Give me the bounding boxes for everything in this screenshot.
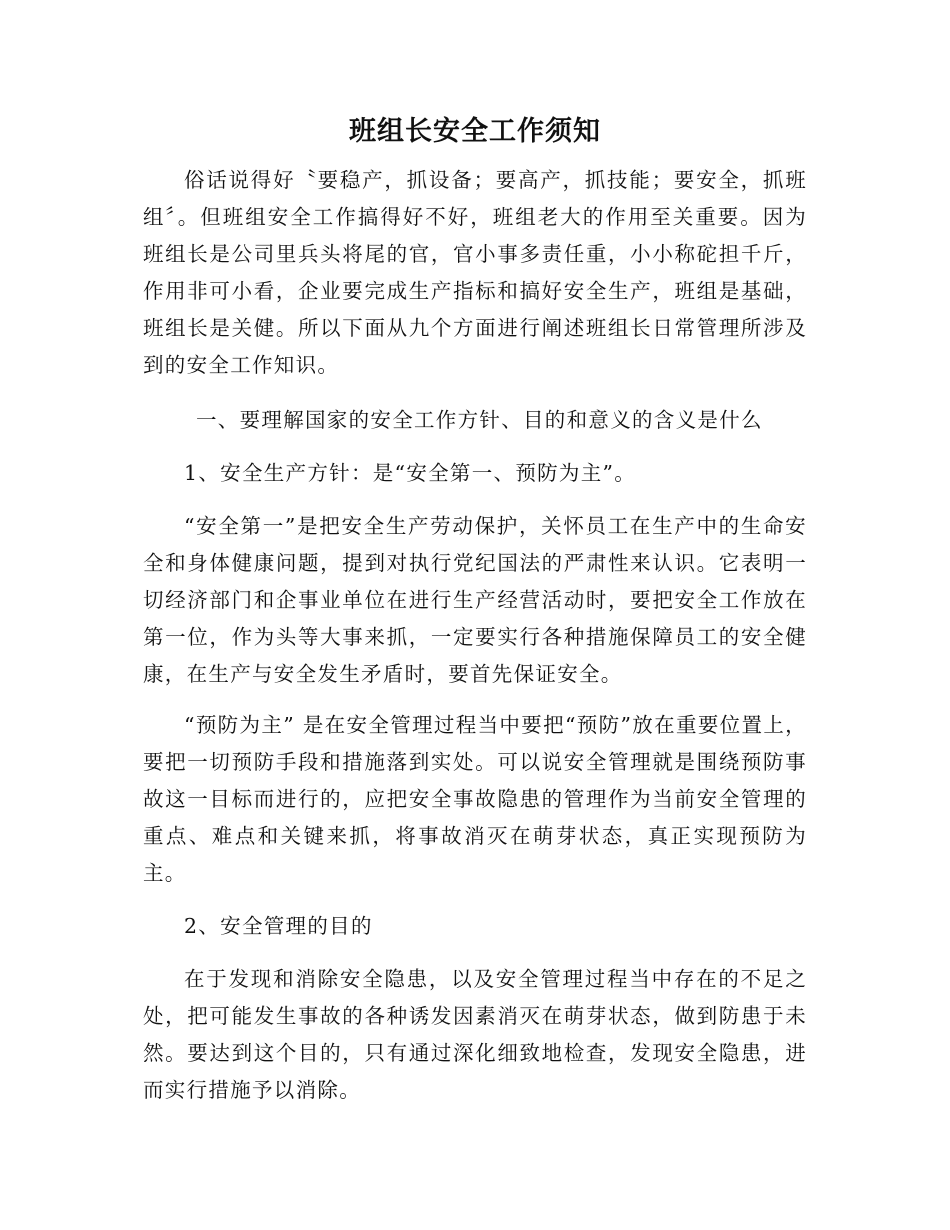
intro-paragraph: 俗话说得好〝要稳产，抓设备；要高产，抓技能；要安全，抓班组〞。但班组安全工作搞得好不好，班组老大的作用至关重要。因为班组长是公司里兵头将尾的官，官小事多责任重，小小称砣担千斤，作用非可小看，企业要完成生产指标和搞好安全生产，班组是基础，班组长是关健。所以下面从九个方面进行阐述班组长日常管理所涉及到的安全工作知识。 — [143, 168, 807, 377]
paragraph-safety-first: “安全第一”是把安全生产劳动保护，关怀员工在生产中的生命安全和身体健康问题，提到对执行党纪国法的严肃性来认识。它表明一切经济部门和企事业单位在进行生产经营活动时，要把安全工作放在第一位，作为头等大事来抓，一定要实行各种措施保障员工的安全健康，在生产与安全发生矛盾时，要首先保证安全。 — [143, 514, 807, 686]
item-heading-2: 2、安全管理的目的 — [184, 914, 373, 938]
item-heading-1: 1、安全生产方针：是“安全第一、预防为主”。 — [184, 461, 637, 485]
paragraph-prevention: “预防为主” 是在安全管理过程当中要把“预防”放在重要位置上，要把一切预防手段和措施落到实处。可以说安全管理就是围绕预防事故这一目标而进行的，应把安全事故隐患的管理作为当前安全管理的重点、难点和关键来抓，将事故消灭在萌芽状态，真正实现预防为主。 — [143, 713, 807, 885]
document-title: 班组长安全工作须知 — [349, 116, 601, 147]
paragraph-management-purpose: 在于发现和消除安全隐患，以及安全管理过程当中存在的不足之处，把可能发生事故的各种诱发因素消灭在萌芽状态，做到防患于未然。要达到这个目的，只有通过深化细致地检查，发现安全隐患，进而实行措施予以消除。 — [143, 967, 807, 1102]
section-heading: 一、要理解国家的安全工作方针、目的和意义的含义是什么 — [196, 408, 763, 432]
